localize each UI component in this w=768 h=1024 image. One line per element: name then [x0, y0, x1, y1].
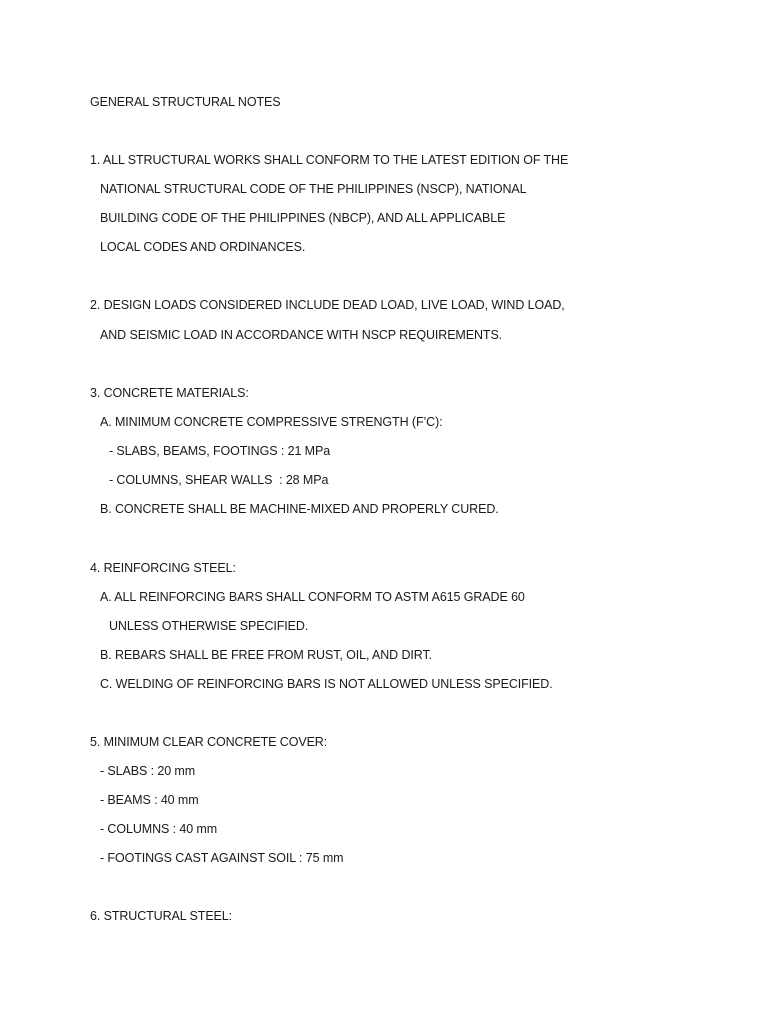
- note-3-line-1: 3. CONCRETE MATERIALS:: [90, 386, 249, 400]
- note-1-line-4: LOCAL CODES AND ORDINANCES.: [100, 240, 306, 254]
- note-3-line-4: - COLUMNS, SHEAR WALLS : 28 MPa: [109, 473, 329, 487]
- note-4-line-4: B. REBARS SHALL BE FREE FROM RUST, OIL, AND DIRT.: [100, 648, 432, 662]
- note-4-line-5: C. WELDING OF REINFORCING BARS IS NOT ALLOWED UNLESS SPECIFIED.: [100, 677, 553, 691]
- note-2-line-2: AND SEISMIC LOAD IN ACCORDANCE WITH NSCP REQUIREMENTS.: [100, 328, 503, 342]
- note-5-line-4: - COLUMNS : 40 mm: [100, 822, 218, 836]
- note-3-line-2: A. MINIMUM CONCRETE COMPRESSIVE STRENGTH (F’C):: [100, 415, 443, 429]
- note-5-line-3: - BEAMS : 40 mm: [100, 793, 199, 807]
- note-5-line-5: - FOOTINGS CAST AGAINST SOIL : 75 mm: [100, 851, 344, 865]
- note-4-line-3: UNLESS OTHERWISE SPECIFIED.: [109, 619, 309, 633]
- note-1-line-2: NATIONAL STRUCTURAL CODE OF THE PHILIPPINES (NSCP), NATIONAL: [100, 182, 527, 196]
- note-3-line-5: B. CONCRETE SHALL BE MACHINE-MIXED AND PROPERLY CURED.: [100, 502, 499, 516]
- note-5-line-2: - SLABS : 20 mm: [100, 764, 196, 778]
- note-2-line-1: 2. DESIGN LOADS CONSIDERED INCLUDE DEAD LOAD, LIVE LOAD, WIND LOAD,: [90, 298, 565, 312]
- document-title: GENERAL STRUCTURAL NOTES: [90, 95, 281, 109]
- note-5-line-1: 5. MINIMUM CLEAR CONCRETE COVER:: [90, 735, 328, 749]
- note-4-line-1: 4. REINFORCING STEEL:: [90, 561, 236, 575]
- note-4-line-2: A. ALL REINFORCING BARS SHALL CONFORM TO ASTM A615 GRADE 60: [100, 590, 525, 604]
- note-1-line-1: 1. ALL STRUCTURAL WORKS SHALL CONFORM TO THE LATEST EDITION OF THE: [90, 153, 569, 167]
- note-1-line-3: BUILDING CODE OF THE PHILIPPINES (NBCP), AND ALL APPLICABLE: [100, 211, 506, 225]
- note-6-line-1: 6. STRUCTURAL STEEL:: [90, 909, 233, 923]
- note-3-line-3: - SLABS, BEAMS, FOOTINGS : 21 MPa: [109, 444, 331, 458]
